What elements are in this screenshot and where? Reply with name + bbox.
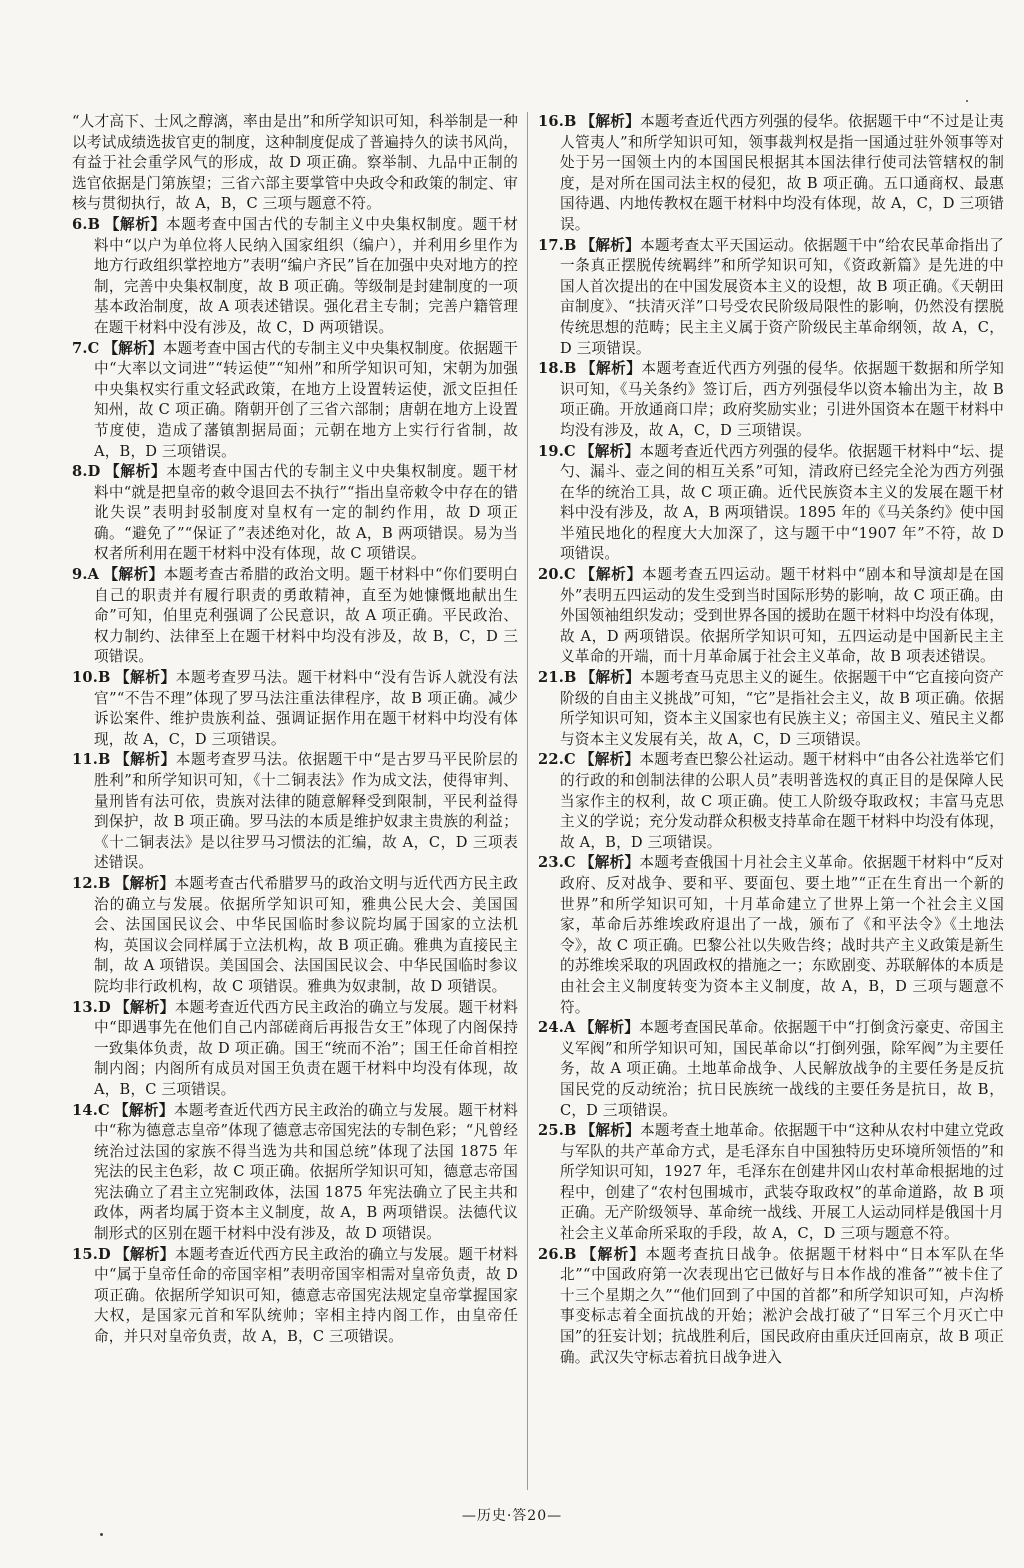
right-column <box>538 112 1004 1368</box>
print-speck <box>966 100 968 102</box>
analysis-tag: 【解析】 <box>579 854 640 872</box>
answer-number: 6.B <box>72 215 101 233</box>
answer-item <box>538 853 1004 1018</box>
answer-number: 17.B <box>538 236 577 254</box>
analysis-text: 本题考查俄国十月社会主义革命。依据题干材料中“反对政府、反对战争、要和平、要面包、要土地”“正在生育出一个新的世界”和所学知识可知，十月革命建立了世界上第一个社会主义国家，革命后苏维埃政府退出了一战，颁布了《和平法令》《土地法令》，故 C 项正确。巴黎公社以失败告终；战时共产主义政策是新生的苏维埃采取的巩固政权的措施之一；东欧剧变、苏联解体的本质是由社会主义制度转变为资本主义制度，故 A，B，D 三项与题意不符。 <box>560 854 1004 1016</box>
answer-item <box>72 874 518 998</box>
analysis-tag: 【解析】 <box>579 751 640 769</box>
analysis-tag: 【解析】 <box>114 669 176 687</box>
print-speck <box>100 1533 103 1536</box>
answer-number: 21.B <box>538 669 577 687</box>
analysis-tag: 【解析】 <box>580 360 642 378</box>
answer-item <box>538 112 1004 236</box>
answer-number: 20.C <box>538 566 576 584</box>
answer-item <box>538 442 1004 566</box>
analysis-tag: 【解析】 <box>104 463 167 481</box>
left-column <box>72 112 518 1348</box>
answer-number: 8.D <box>72 463 101 481</box>
answer-item <box>538 1018 1004 1121</box>
answer-item <box>72 668 518 750</box>
analysis-text: 本题考查巴黎公社运动。题干材料中“由各公社选举它们的行政的和创制法律的公职人员”表明普选权的真正目的是保障人民当家作主的权利，故 C 项正确。使工人阶级夺取政权；丰富马克思主义的学说；充分发动群众积极支持革命在题干材料中均没有体现，故 A，B，D 三项错误。 <box>560 751 1004 851</box>
answer-item <box>72 565 518 668</box>
answer-item <box>72 1101 518 1245</box>
analysis-text: 本题考查马克思主义的诞生。依据题干中“它直接向资产阶级的自由主义挑战”可知，“它”是指社会主义，故 B 项正确。依据所学知识可知，资本主义国家也有民族主义；帝国主义、殖民主义都与资本主义发展有关，故 A，C，D 三项错误。 <box>560 669 1004 748</box>
analysis-tag: 【解析】 <box>103 339 163 357</box>
analysis-tag: 【解析】 <box>114 998 175 1016</box>
answer-item <box>72 339 518 463</box>
analysis-tag: 【解析】 <box>580 1245 646 1263</box>
answer-number: 14.C <box>72 1101 110 1119</box>
answer-item <box>72 998 518 1101</box>
answer-number: 15.D <box>72 1245 111 1263</box>
answer-number: 9.A <box>72 566 100 584</box>
analysis-tag: 【解析】 <box>114 1245 175 1263</box>
analysis-text: 本题考查近代西方列强的侵华。依据题干中“不过是让夷人管夷人”和所学知识可知，领事裁判权是指一国通过驻外领事等对处于另一国领土内的本国国民根据其本国法律行使司法管辖权的制度，是对所在国司法主权的侵犯，故 B 项正确。五口通商权、最惠国待遇、内地传教权在题干材料中均没有体现，故 A，C，D 三项错误。 <box>560 113 1004 233</box>
answer-item <box>72 462 518 565</box>
answer-item <box>538 359 1004 441</box>
answer-item <box>538 565 1004 668</box>
analysis-text: 本题考查中国古代的专制主义中央集权制度。题干材料中“以户为单位将人民纳入国家组织（编户），并利用乡里作为地方行政组织掌控地方”表明“编户齐民”旨在加强中央对地方的控制，完善中央集权制度，故 B 项正确。等级制是封建制度的一项基本政治制度，故 A 项表述错误。强化君主专制；完善户籍管理在题干材料中没有涉及，故 C，D 两项错误。 <box>94 215 518 336</box>
answer-number: 22.C <box>538 751 576 769</box>
analysis-tag: 【解析】 <box>580 236 640 254</box>
right-answer-list <box>538 112 1004 1368</box>
analysis-text: 本题考查近代西方民主政治的确立与发展。题干材料中“属于皇帝任命的帝国宰相”表明帝国宰相需对皇帝负责，故 D 项正确。依据所学知识可知，德意志帝国宪法规定皇帝掌握国家大权，是国家元首和军队统帅；宰相主持内阁工作，由皇帝任命，并只对皇帝负责，故 A，B，C 三项错误。 <box>94 1245 518 1346</box>
analysis-text: 本题考查罗马法。依据题干中“是古罗马平民阶层的胜利”和所学知识可知，《十二铜表法》作为成文法，使得审判、量刑皆有法可依，贵族对法律的随意解释受到限制，平民利益得到保护，故 B 项正确。罗马法的本质是维护奴隶主贵族的利益；《十二铜表法》是以往罗马习惯法的汇编，故 A，C，D 三项表述错误。 <box>94 751 518 872</box>
analysis-text: 本题考查近代西方列强的侵华。依据题干数据和所学知识可知，《马关条约》签订后，西方列强侵华以资本输出为主，故 B 项正确。开放通商口岸；政府奖励实业；引进外国资本在题干材料中均没有涉及，故 A，C，D 三项错误。 <box>560 360 1004 439</box>
answer-number: 19.C <box>538 442 576 460</box>
analysis-text: 本题考查中国古代的专制主义中央集权制度。题干材料中“就是把皇帝的敕令退回去不执行”“指出皇帝敕令中存在的错讹失误”表明封驳制度对皇权有一定的制约作用，故 D 项正确。“避免了”“保证了”表述绝对化，故 A，B 两项错误。易为当权者所利用在题干材料中没有体现，故 C 项错误。 <box>94 463 518 563</box>
analysis-tag: 【解析】 <box>580 669 640 687</box>
answer-item <box>72 215 518 339</box>
answer-item <box>72 1245 518 1348</box>
analysis-tag: 【解析】 <box>579 1019 640 1037</box>
analysis-tag: 【解析】 <box>580 113 640 130</box>
answer-item <box>538 750 1004 853</box>
answer-number: 11.B <box>72 751 111 769</box>
answer-item <box>72 750 518 874</box>
analysis-text: 本题考查五四运动。题干材料中“剧本和导演却是在国外”表明五四运动的发生受到当时国际形势的影响，故 C 项正确。由外国领袖组织发动；受到世界各国的援助在题干材料中均没有体现，故 A，D 两项错误。依据所学知识可知，五四运动是中国新民主主义革命的开端，而十月革命属于社会主义革命，故 B 项表述错误。 <box>560 566 1004 666</box>
analysis-tag: 【解析】 <box>114 751 176 769</box>
analysis-text: 本题考查国民革命。依据题干中“打倒贪污豪吏、帝国主义军阀”和所学知识可知，国民革命以“打倒列强，除军阀”为主要任务，故 A 项正确。土地革命战争、人民解放战争的主要任务是反抗国民党的反动统治；抗日民族统一战线的主要任务是抗日，故 B，C，D 三项错误。 <box>560 1019 1004 1119</box>
answer-number: 23.C <box>538 854 576 872</box>
analysis-text: 本题考查古希腊的政治文明。题干材料中“你们要明白自己的职责并有履行职责的勇敢精神，直至为她慷慨地献出生命”可知，伯里克利强调了公民意识，故 A 项正确。平民政治、权力制约、法律至上在题干材料中均没有涉及，故 B，C，D 三项错误。 <box>94 566 518 666</box>
analysis-tag: 【解析】 <box>579 566 643 584</box>
answer-item <box>538 668 1004 750</box>
analysis-text: 本题考查近代西方列强的侵华。依据题干材料中“坛、提勺、漏斗、壶之间的相互关系”可知，清政府已经完全沦为西方列强在华的统治工具，故 C 项正确。近代民族资本主义的发展在题干材料中没有涉及，故 A，B 两项错误。1895 年的《马关条约》使中国半殖民地化的程度大大加深了，这与题干中“1907 年”不符，故 D 项错误。 <box>560 442 1004 563</box>
analysis-text: 本题考查罗马法。题干材料中“没有告诉人就没有法官”“不告不理”体现了罗马法注重法律程序，故 B 项正确。减少诉讼案件、维护贵族利益、强调证据作用在题干材料中均没有体现，故 A，C，D 三项错误。 <box>94 669 518 748</box>
analysis-text: 本题考查中国古代的专制主义中央集权制度。依据题干中“大率以文词进”“转运使”“知州”和所学知识可知，宋朝为加强中央集权实行重文轻武政策，在地方上设置转运使，派文臣担任知州，故 C 项正确。隋朝开创了三省六部制；唐朝在地方上设置节度使，造成了藩镇割据局面；元朝在地方上实行行省制，故 A，B，D 三项错误。 <box>94 339 518 460</box>
analysis-tag: 【解析】 <box>580 1122 640 1140</box>
analysis-tag: 【解析】 <box>114 874 175 892</box>
answer-number: 7.C <box>72 339 100 357</box>
page-footer: —历史·答20— <box>461 1508 563 1524</box>
intro-paragraph: “人才高下、士风之醇漓，率由是出”和所学知识可知，科举制是一种以考试成绩选拔官吏的制度，这种制度促成了普遍持久的读书风尚，有益于社会重学风气的形成，故 D 项正确。察举制、九品中正制的选官依据是门第族望；三省六部主要掌管中央政令和政策的制定、审核与贯彻执行，故 A，B，C 三项与题意不符。 <box>72 113 518 213</box>
answer-item <box>538 236 1004 360</box>
answer-number: 25.B <box>538 1122 577 1140</box>
analysis-text: 本题考查抗日战争。依据题干材料中“日本军队在华北”“中国政府第一次表现出它已做好与日本作战的准备”“被卡住了十三个星期之久”“他们回到了中国的首都”和所学知识可知，卢沟桥事变标志着全面抗战的开始；淞沪会战打破了“日军三个月灭亡中国”的狂妄计划；抗战胜利后，国民政府由重庆迁回南京，故 B 项正确。武汉失守标志着抗日战争进入 <box>560 1245 1004 1366</box>
analysis-tag: 【解析】 <box>103 566 164 584</box>
answer-item <box>538 1245 1004 1369</box>
answer-number: 12.B <box>72 874 111 892</box>
analysis-tag: 【解析】 <box>579 442 640 460</box>
answer-number: 18.B <box>538 360 577 378</box>
answer-item <box>538 1121 1004 1245</box>
analysis-text: 本题考查太平天国运动。依据题干中“给农民革命指出了一条真正摆脱传统羁绊”和所学知识可知，《资政新篇》是先进的中国人首次提出的在中国发展资本主义的设想，故 B 项正确。《天朝田亩制度》、“扶清灭洋”口号受农民阶级局限性的影响，仍然没有摆脱传统思想的范畴；民主主义属于资产阶级民主革命纲领，故 A，C，D 三项错误。 <box>560 236 1004 357</box>
analysis-tag: 【解析】 <box>104 215 167 233</box>
answer-number: 10.B <box>72 669 111 687</box>
left-answer-list <box>72 215 518 1348</box>
answer-number: 24.A <box>538 1019 576 1037</box>
answer-number: 16.B <box>538 113 577 130</box>
answer-number: 13.D <box>72 998 111 1016</box>
answer-number: 26.B <box>538 1245 577 1263</box>
analysis-text: 本题考查古代希腊罗马的政治文明与近代西方民主政治的确立与发展。依据所学知识可知，雅典公民大会、美国国会、法国国民议会、中华民国临时参议院均属于国家的立法机构，英国议会同样属于立法机构，故 B 项正确。雅典为直接民主制，故 A 项错误。美国国会、法国国民议会、中华民国临时参议院均非行政机构，故 C 项错误。雅典为奴隶制，故 D 项错误。 <box>94 874 518 995</box>
analysis-text: 本题考查近代西方民主政治的确立与发展。题干材料中“称为德意志皇帝”体现了德意志帝国宪法的专制色彩；“凡曾经统治过法国的家族不得当选为共和国总统”体现了法国 1875 年宪法的民主色彩，故 C 项正确。依据所学知识可知，德意志帝国宪法确立了君主立宪制政体，法国 1875 年宪法确立了民主共和政体，两者均属于资本主义制度，故 A，B 两项错误。法德代议制形式的区别在题干材料中没有涉及，故 D 项错误。 <box>94 1101 518 1243</box>
column-divider <box>527 112 528 1490</box>
analysis-tag: 【解析】 <box>113 1101 174 1119</box>
analysis-text: 本题考查近代西方民主政治的确立与发展。题干材料中“即遇事先在他们自己内部磋商后再报告女王”体现了内阁保持一致集体负责，故 D 项正确。国王“统而不治”；国王任命首相控制内阁；内阁所有成员对国王负责在题干材料中均没有体现，故 A，B，C 三项错误。 <box>94 998 518 1098</box>
analysis-text: 本题考查土地革命。依据题干中“这种从农村中建立党政与军队的共产革命方式，是毛泽东自中国独特历史环境所领悟的”和所学知识可知，1927 年，毛泽东在创建井冈山农村革命根据地的过程中，创建了“农村包围城市，武装夺取政权”的革命道路，故 B 项正确。无产阶级领导、革命统一战线、开展工人运动同样是俄国十月社会主义革命所采取的手段，故 A，C，D 三项与题意不符。 <box>560 1122 1004 1243</box>
